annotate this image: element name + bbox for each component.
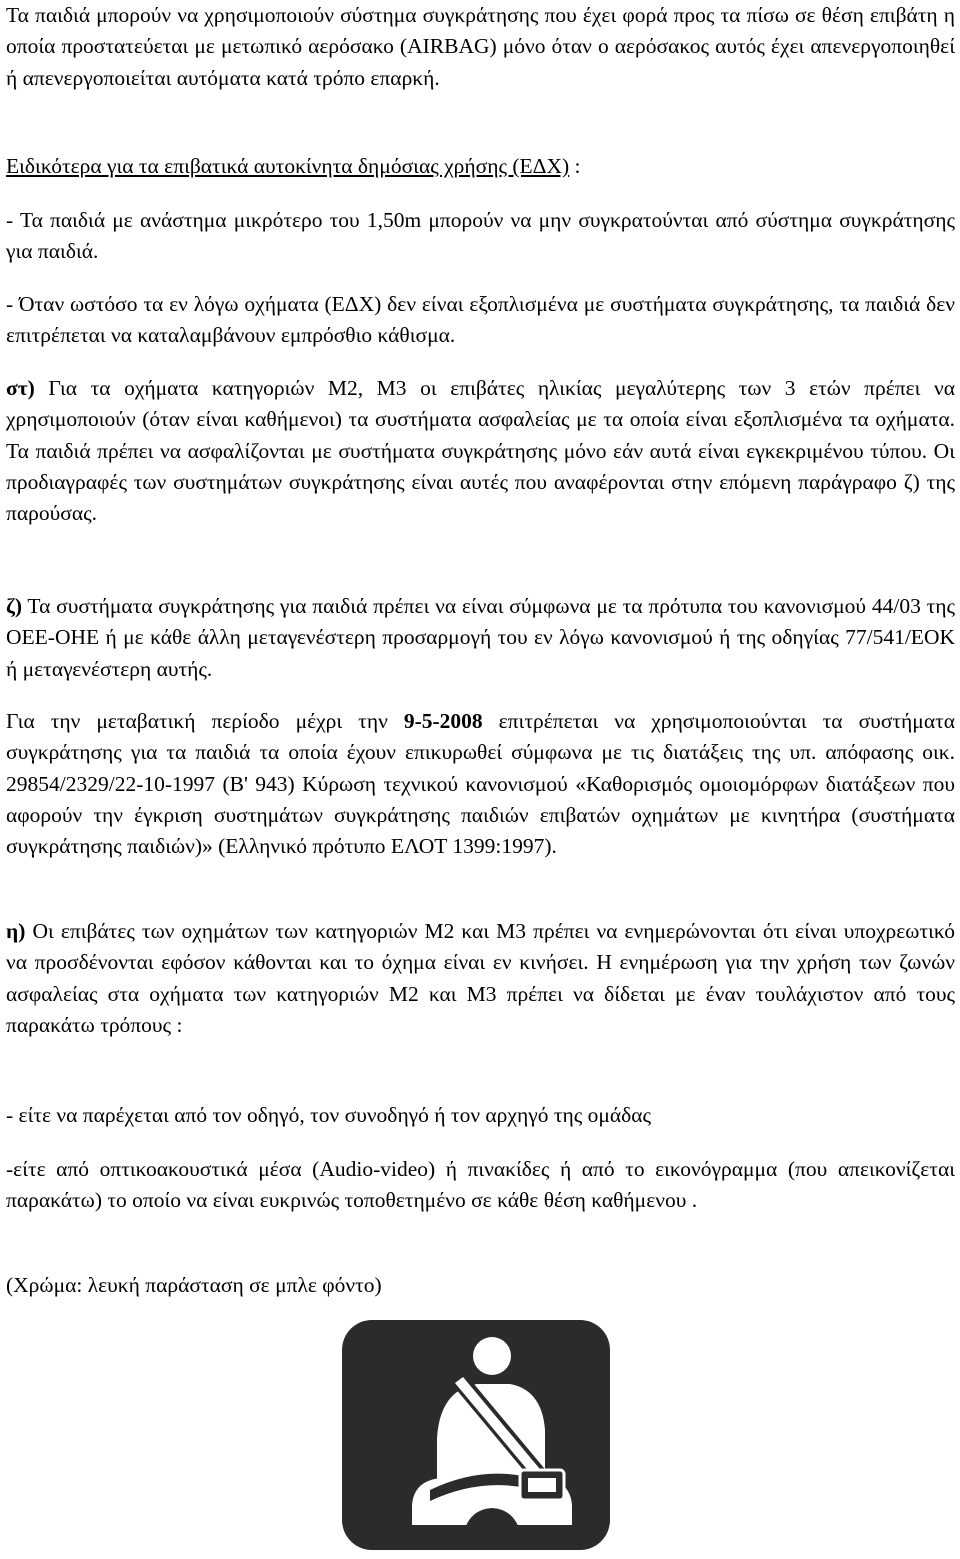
section-z-text: Τα συστήματα συγκράτησης για παιδιά πρέπει να είναι σύμφωνα με τα πρότυπα του κανονισμού 44/03 της ΟΕΕ-ΟΗΕ ή με κάθε άλλη μεταγενέστερη προσαρμογή του εν λόγω κανονισμού ή της οδηγίας 77/541/ΕΟΚ ή μεταγενέστερη αυτής. (6, 594, 955, 681)
section-z-label: ζ) (6, 594, 23, 618)
transition-paragraph (6, 706, 955, 862)
section-h-text: Οι επιβάτες των οχημάτων των κατηγοριών Μ2 και Μ3 πρέπει να ενημερώνονται ότι είναι υποχρεωτικό να προσδένονται εφόσον κάθονται και το όχημα είναι εν κινήσει. Η ενημέρωση για την χρήση των ζωνών ασφαλείας στα οχήματα των κατηγοριών Μ2 και Μ3 πρέπει να δίδεται με έναν τουλάχιστον από τους παρακάτω τρόπους : (6, 919, 955, 1037)
section-st-label: στ) (6, 376, 35, 400)
public-use-heading-line (6, 151, 955, 182)
option-audiovisual: -είτε από οπτικοακουστικά μέσα (Audio-video) ή πινακίδες ή από το εικονόγραμμα (που απεικονίζεται παρακάτω) το οποίο να είναι ευκρινώς τοποθετημένο σε κάθε θέση καθήμενου . (6, 1157, 955, 1213)
option-driver: - είτε να παρέχεται από τον οδηγό, τον συνοδηγό ή τον αρχηγό της ομάδας (6, 1103, 652, 1127)
bullet-short-children: - Τα παιδιά με ανάστημα μικρότερο του 1,50m μπορούν να μην συγκρατούνται από σύστημα συγκράτησης για παιδιά. (6, 208, 955, 264)
transition-date: 9-5-2008 (403, 709, 483, 733)
bullet-front-seat: - Όταν ωστόσο τα εν λόγω οχήματα (ΕΔΧ) δεν είναι εξοπλισμένα με συστήματα συγκράτησης, τα παιδιά δεν επιτρέπεται να καταλαμβάνουν εμπρόσθιο κάθισμα. (6, 292, 955, 348)
transition-text-after: επιτρέπεται να χρησιμοποιούνται τα συστήματα συγκράτησης για τα παιδιά τα οποία έχουν επικυρωθεί σύμφωνα με τις διατάξεις της υπ. απόφασης οικ. 29854/2329/22-10-1997 (Β' 943) Κύρωση τεχνικού κανονισμού «Καθορισμός ομοιομόρφων διατάξεων που αφορούν την έγκριση συστημάτων συγκράτησης παιδιών επιβατών οχημάτων με κινητήρα (συστήματα συγκράτησης παιδιών)» (Ελληνικό πρότυπο ΕΛΟΤ 1399:1997). (6, 709, 955, 859)
public-use-heading-colon: : (569, 154, 581, 178)
public-use-heading: Ειδικότερα για τα επιβατικά αυτοκίνητα δημόσιας χρήσης (ΕΔΧ) (6, 154, 570, 178)
color-note: (Χρώμα: λευκή παράσταση σε μπλε φόντο) (6, 1273, 382, 1297)
transition-text-before: Για την μεταβατική περίοδο μέχρι την (6, 709, 404, 733)
section-st-paragraph (6, 373, 955, 529)
section-z-paragraph (6, 591, 955, 685)
person-head (473, 1337, 511, 1375)
section-h-label: η) (6, 919, 26, 943)
section-h-paragraph (6, 916, 955, 1041)
seatbelt-pictogram-icon (342, 1320, 610, 1550)
section-st-text: Για τα οχήματα κατηγοριών Μ2, Μ3 οι επιβάτες ηλικίας μεγαλύτερης των 3 ετών πρέπει να χρησιμοποιούν (όταν είναι καθήμενοι) τα συστήματα ασφαλείας με τα οποία είναι εξοπλισμένα τα οχήματα. Τα παιδιά πρέπει να ασφαλίζονται με συστήματα συγκράτησης μόνο εάν αυτά είναι εγκεκριμένου τύπου. Οι προδιαγραφές των συστημάτων συγκράτησης είναι αυτές που αναφέρονται στην επόμενη παράγραφο ζ) της παρούσας. (6, 376, 955, 526)
intro-paragraph: Τα παιδιά μπορούν να χρησιμοποιούν σύστημα συγκράτησης που έχει φορά προς τα πίσω σε θέση επιβάτη η οποία προστατεύεται με μετωπικό αερόσακο (AIRBAG) μόνο όταν ο αερόσακος αυτός έχει απενεργοποιηθεί ή απενεργοποιείται αυτόματα κατά τρόπο επαρκή. (6, 3, 955, 90)
